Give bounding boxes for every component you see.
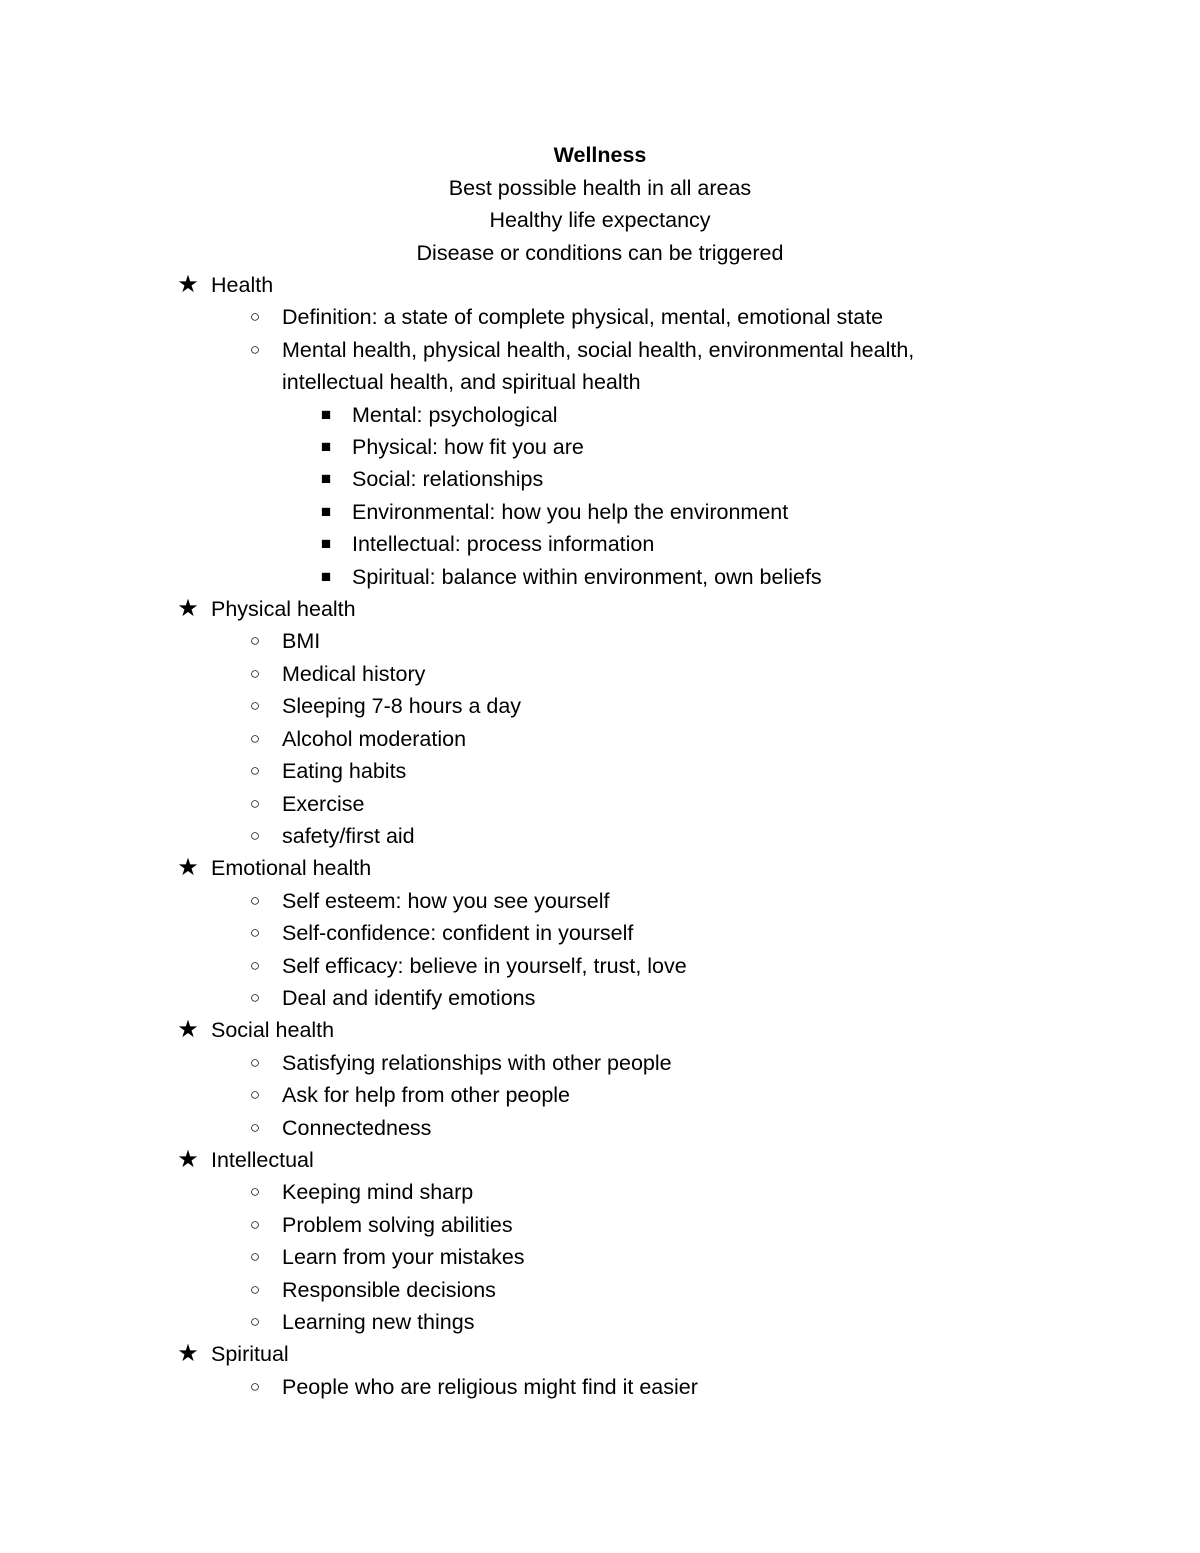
circle-bullet-icon: ○ [249, 923, 261, 943]
list-item [0, 690, 1200, 722]
document-header [0, 139, 1200, 269]
list-item-text: Satisfying relationships with other people [282, 1050, 672, 1075]
circle-bullet-icon: ○ [249, 1214, 261, 1234]
star-bullet-icon: ★ [177, 1016, 199, 1044]
section-heading [0, 1014, 1200, 1046]
list-item [0, 1079, 1200, 1111]
list-item [0, 755, 1200, 787]
list-item [0, 658, 1200, 690]
circle-bullet-icon: ○ [249, 955, 261, 975]
star-bullet-icon: ★ [177, 1340, 199, 1368]
section-heading-text: Social health [211, 1018, 335, 1043]
square-bullet-icon: ■ [320, 501, 332, 521]
circle-bullet-icon: ○ [249, 1247, 261, 1267]
list-item-text: safety/first aid [282, 823, 415, 848]
section-heading [0, 1144, 1200, 1176]
list-item-text: Eating habits [282, 759, 407, 784]
list-item [0, 1112, 1200, 1144]
list-item-text: Self efficacy: believe in yourself, trust, love [282, 953, 687, 978]
list-item-text: Self esteem: how you see yourself [282, 888, 610, 913]
circle-bullet-icon: ○ [249, 339, 261, 359]
sub-list-item [0, 399, 1200, 431]
list-item-text: People who are religious might find it easier [282, 1374, 698, 1399]
list-item-text: Deal and identify emotions [282, 985, 536, 1010]
list-item [0, 885, 1200, 917]
list-item-text: Self-confidence: confident in yourself [282, 921, 634, 946]
sub-list-item [0, 528, 1200, 560]
star-bullet-icon: ★ [177, 854, 199, 882]
list-item [0, 820, 1200, 852]
list-item [0, 1047, 1200, 1079]
list-item-text: BMI [282, 629, 321, 654]
list-item [0, 1241, 1200, 1273]
list-item-text: Sleeping 7-8 hours a day [282, 694, 522, 719]
section-heading [0, 593, 1200, 625]
sub-list-item [0, 431, 1200, 463]
list-item [0, 723, 1200, 755]
list-item [0, 1371, 1200, 1403]
circle-bullet-icon: ○ [249, 1117, 261, 1137]
sub-list-item-text: Mental: psychological [352, 402, 558, 427]
bullet-outline [0, 269, 1200, 1403]
section-heading-text: Emotional health [211, 856, 372, 881]
header-line: Healthy life expectancy [489, 208, 711, 232]
square-bullet-icon: ■ [320, 437, 332, 457]
square-bullet-icon: ■ [320, 404, 332, 424]
list-item [0, 1274, 1200, 1306]
sub-list-item-text: Physical: how fit you are [352, 435, 584, 460]
circle-bullet-icon: ○ [249, 1052, 261, 1072]
document-title: Wellness [553, 143, 647, 167]
circle-bullet-icon: ○ [249, 1182, 261, 1202]
list-item-text: Alcohol moderation [282, 726, 467, 751]
section-heading-text: Physical health [211, 597, 356, 622]
list-item-text: Ask for help from other people [282, 1083, 571, 1108]
square-bullet-icon: ■ [320, 534, 332, 554]
circle-bullet-icon: ○ [249, 1312, 261, 1331]
list-item-text: Responsible decisions [282, 1277, 496, 1302]
circle-bullet-icon: ○ [249, 696, 261, 716]
star-bullet-icon: ★ [177, 595, 199, 623]
circle-bullet-icon: ○ [249, 890, 261, 910]
list-item [0, 334, 1200, 399]
list-item-text: Definition: a state of complete physical, mental, emotional state [282, 305, 884, 330]
section-heading [0, 852, 1200, 884]
list-item [0, 950, 1200, 982]
section-heading-text: Intellectual [211, 1147, 314, 1172]
list-item-text: Connectedness [282, 1115, 432, 1140]
sub-list-item-text: Environmental: how you help the environment [352, 499, 789, 524]
square-bullet-icon: ■ [320, 566, 332, 586]
star-bullet-icon: ★ [177, 271, 199, 298]
header-line: Disease or conditions can be triggered [416, 240, 784, 265]
list-item-text: Learning new things [282, 1310, 475, 1334]
list-item-text: Exercise [282, 791, 365, 816]
section-heading [0, 1338, 1200, 1370]
list-item [0, 982, 1200, 1014]
star-bullet-icon: ★ [177, 1145, 199, 1173]
list-item [0, 1306, 1200, 1338]
circle-bullet-icon: ○ [249, 987, 261, 1007]
list-item-text: Learn from your mistakes [282, 1245, 525, 1270]
circle-bullet-icon: ○ [249, 1279, 261, 1299]
section-heading-text: Spiritual [211, 1342, 289, 1367]
list-item [0, 1176, 1200, 1208]
circle-bullet-icon: ○ [249, 825, 261, 845]
list-item [0, 917, 1200, 949]
circle-bullet-icon: ○ [249, 761, 261, 781]
circle-bullet-icon: ○ [249, 793, 261, 813]
list-item [0, 301, 1200, 333]
list-item [0, 625, 1200, 657]
sub-list-item [0, 561, 1200, 593]
list-item-text: Mental health, physical health, social health, environmental health, intellectual health, and spiritual health [282, 337, 915, 395]
square-bullet-icon: ■ [320, 469, 332, 489]
sub-list-item [0, 463, 1200, 495]
circle-bullet-icon: ○ [249, 631, 261, 651]
sub-list-item [0, 496, 1200, 528]
section-heading [0, 269, 1200, 301]
sub-list-item-text: Social: relationships [352, 467, 544, 492]
list-item-text: Keeping mind sharp [282, 1180, 474, 1205]
section-heading-text: Health [211, 273, 274, 297]
circle-bullet-icon: ○ [249, 307, 261, 327]
circle-bullet-icon: ○ [249, 1376, 261, 1396]
list-item [0, 788, 1200, 820]
list-item [0, 1209, 1200, 1241]
header-line: Best possible health in all areas [448, 175, 752, 200]
sub-list-item-text: Intellectual: process information [352, 532, 655, 557]
sub-list-item-text: Spiritual: balance within environment, own beliefs [352, 564, 822, 589]
circle-bullet-icon: ○ [249, 663, 261, 683]
list-item-text: Problem solving abilities [282, 1212, 513, 1237]
circle-bullet-icon: ○ [249, 728, 261, 748]
list-item-text: Medical history [282, 661, 426, 686]
circle-bullet-icon: ○ [249, 1085, 261, 1105]
